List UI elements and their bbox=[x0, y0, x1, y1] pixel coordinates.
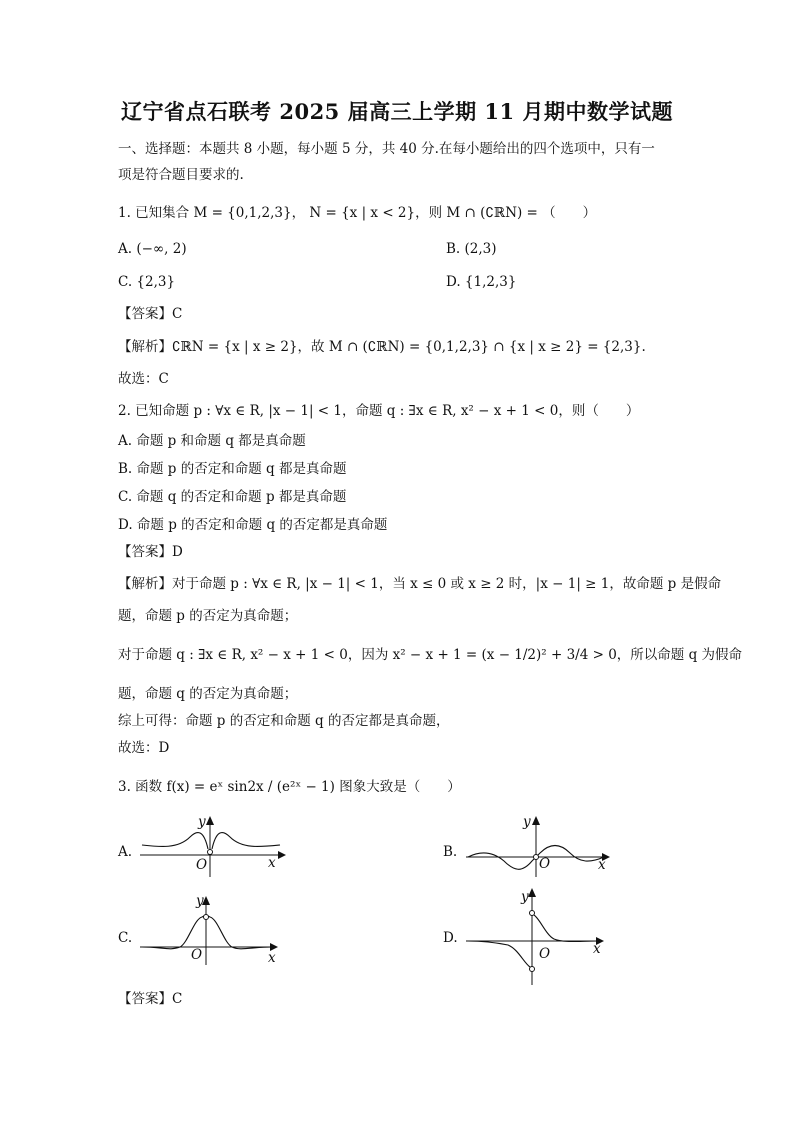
q3-stem: 3. 函数 f(x) = eˣ sin2x / (e²ˣ − 1) 图象大致是（ ） bbox=[118, 779, 461, 795]
q2-option-b: B. 命题 p 的否定和命题 q 都是真命题 bbox=[118, 461, 347, 477]
q1-option-b: B. (2,3) bbox=[446, 241, 497, 257]
section-header-line2: 项是符合题目要求的. bbox=[118, 167, 244, 183]
q3-option-c-label: C. bbox=[118, 930, 133, 946]
q3-option-d-label: D. bbox=[443, 930, 458, 946]
graph-c-y-label: y bbox=[196, 893, 204, 909]
graph-d-origin-label: O bbox=[539, 946, 551, 962]
graph-d-jump-icon bbox=[466, 887, 616, 987]
graph-b-y-label: y bbox=[523, 814, 531, 830]
graph-a-origin-label: O bbox=[196, 857, 208, 873]
section-header-line1: 一、选择题：本题共 8 小题，每小题 5 分，共 40 分.在每小题给出的四个选项中，只有一 bbox=[118, 141, 655, 157]
graph-c-origin-label: O bbox=[191, 947, 203, 963]
q2-stem: 2. 已知命题 p : ∀x ∈ R, |x − 1| < 1，命题 q : ∃x ∈ R, x² − x + 1 < 0，则（ ） bbox=[118, 403, 640, 419]
q3-option-a-label: A. bbox=[118, 844, 133, 860]
q2-conclusion: 故选：D bbox=[118, 740, 170, 756]
document-title: 辽宁省点石联考 2025 届高三上学期 11 月期中数学试题 bbox=[121, 99, 673, 124]
graph-c-x-label: x bbox=[268, 950, 276, 966]
graph-b-origin-label: O bbox=[539, 856, 551, 872]
q1-conclusion: 故选：C bbox=[118, 371, 169, 387]
q3-answer: 【答案】C bbox=[118, 991, 183, 1007]
q1-analysis: 【解析】∁ℝN = {x | x ≥ 2}，故 M ∩ (∁ℝN) = {0,1,2,3} ∩ {x | x ≥ 2} = {2,3}. bbox=[118, 339, 646, 355]
q2-analysis-4: 题，命题 q 的否定为真命题； bbox=[118, 686, 298, 702]
q2-option-c: C. 命题 q 的否定和命题 p 都是真命题 bbox=[118, 489, 347, 505]
q2-answer: 【答案】D bbox=[118, 544, 183, 560]
q1-answer: 【答案】C bbox=[118, 306, 183, 322]
q1-stem: 1. 已知集合 M = {0,1,2,3}， N = {x | x < 2}，则 M ∩ (∁ℝN) = （ ） bbox=[118, 205, 597, 221]
q3-option-b-label: B. bbox=[443, 844, 458, 860]
graph-d-y-label: y bbox=[521, 889, 529, 905]
graph-d-x-label: x bbox=[593, 941, 601, 957]
q1-option-c: C. {2,3} bbox=[118, 274, 176, 290]
q2-analysis-1: 【解析】对于命题 p : ∀x ∈ R, |x − 1| < 1，当 x ≤ 0 或 x ≥ 2 时，|x − 1| ≥ 1，故命题 p 是假命 bbox=[118, 576, 722, 592]
q1-option-a: A. (−∞, 2) bbox=[118, 241, 187, 257]
graph-a-x-label: x bbox=[268, 855, 276, 871]
q2-option-a: A. 命题 p 和命题 q 都是真命题 bbox=[118, 433, 306, 449]
graph-b-x-label: x bbox=[598, 857, 606, 873]
q2-option-d: D. 命题 p 的否定和命题 q 的否定都是真命题 bbox=[118, 517, 388, 533]
q2-analysis-5: 综上可得：命题 p 的否定和命题 q 的否定都是真命题， bbox=[118, 713, 450, 729]
q2-analysis-3: 对于命题 q : ∃x ∈ R, x² − x + 1 < 0，因为 x² − x + 1 = (x − 1/2)² + 3/4 > 0，所以命题 q 为假命 bbox=[118, 647, 743, 663]
q1-option-d: D. {1,2,3} bbox=[446, 274, 517, 290]
q2-analysis-2: 题，命题 p 的否定为真命题； bbox=[118, 608, 298, 624]
graph-a-y-label: y bbox=[198, 814, 206, 830]
